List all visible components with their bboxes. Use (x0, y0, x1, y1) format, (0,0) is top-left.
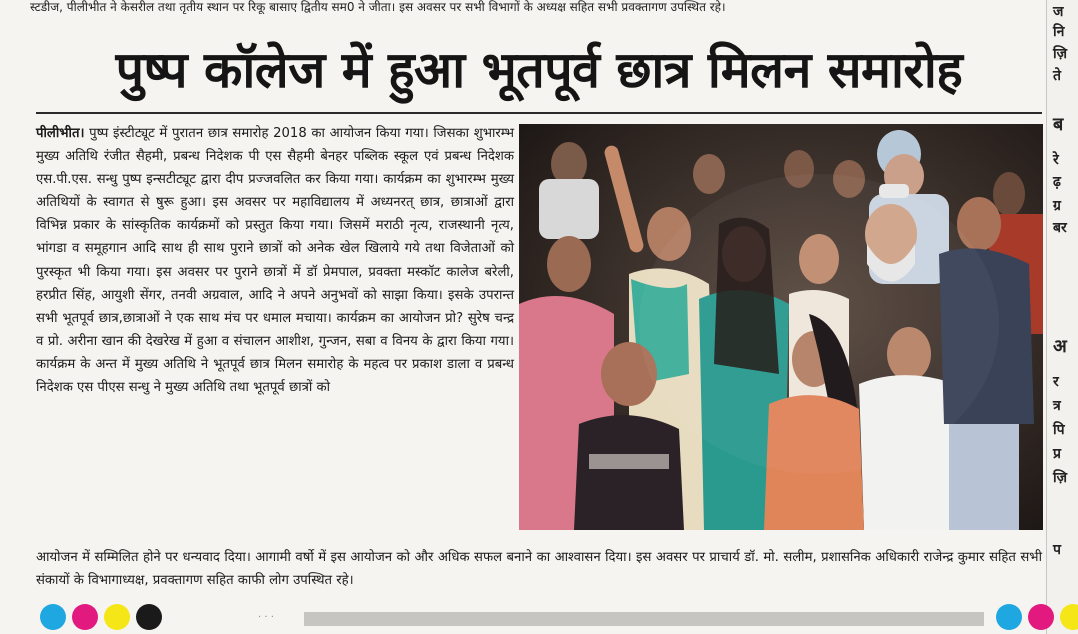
adjacent-text: प (1053, 542, 1061, 558)
crowd-photo-illustration (519, 124, 1043, 530)
adjacent-column (1046, 0, 1078, 634)
article-body (36, 122, 514, 399)
dateline: पीलीभीत। (36, 126, 85, 141)
adjacent-text: र (1053, 374, 1059, 390)
adjacent-text: त्र (1053, 398, 1061, 414)
adjacent-text: ज़ि (1053, 46, 1068, 62)
article-body-continued: आयोजन में सम्मिलित होने पर धन्यवाद दिया। आगामी वर्षो में इस आयोजन को और अधिक सफल बनाने का आश्वासन दिया। इस अवसर पर प्राचार्य डॉ. मो. सलीम, प्रशासनिक अधिकारी राजेन्द्र कुमार सहित सभी संकायों के विभागाध्यक्ष, प्रवक्तागण सहित काफी लोग उपस्थित रहे। (36, 550, 1042, 588)
registration-marks-right (996, 600, 1078, 634)
adjacent-text: ते (1053, 68, 1061, 84)
cyan-registration-dot (996, 604, 1022, 630)
adjacent-text: बर (1053, 220, 1067, 236)
headline-rule (36, 112, 1042, 114)
adjacent-text: अ (1053, 336, 1067, 357)
grey-color-bar (304, 612, 984, 626)
black-registration-dot (136, 604, 162, 630)
adjacent-text: ब (1053, 114, 1064, 135)
adjacent-text: ज़ि (1053, 470, 1068, 486)
yellow-registration-dot (1060, 604, 1078, 630)
adjacent-text: ढ़ (1053, 174, 1061, 190)
article-body-text: पुष्प इंस्टीट्यूट में पुरातन छात्र समारोह 2018 का आयोजन किया गया। जिसका शुभारम्भ मुख्य अतिथि रंजीत सैहमी, प्रबन्ध निदेशक पी एस सैहमी बेनहर पब्लिक स्कूल एवं प्रबन्ध निदेशक एस.पी.एस. सन्धु पुष्प इन्सटीट्यूट द्वारा दीप प्रज्जवलित कर किया गया। कार्यक्रम का शुभारम्भ मुख्य अतिथियों के स्वागत से षुरू हुआ। इस अवसर पर महाविद्यालय में अध्यनरत् छात्र, छात्राओं द्वारा विभिन्न प्रकार के सांस्कृतिक कार्यक्रमों को प्रस्तुत किया गया। जिसमें मराठी नृत्य, राजस्थानी नृत्य, भांगडा व समूहगान आदि साथ ही साथ पुराने छात्रों को अनेक खेल खिलाये गये तथा विजेताओं को पुरस्कृत भी किया गया। इस अवसर पर पुराने छात्रों में डॉ प्रेमपाल, प्रवक्ता मस्कॉट कालेज बरेली, हरप्रीत सिंह, आयुशी सेंगर, तनवी अग्रवाल, आदि ने अपने अनुभवों को साझा किया। इसके उपरान्त सभी भूतपूर्व छात्र,छात्राओं ने एक साथ मंच पर धमाल मचाया। कार्यक्रम का आयोजन प्रो? सुरेष चन्द्र व प्रो. अरीना खान की देखरेख में हुआ व संचालन आशीश, गुन्जन, सबा व विनय के द्वारा किया गया। कार्यक्रम के अन्त में मुख्य अतिथि ने भूतपूर्व छात्र मिलन समारोह के महत्व पर प्रकाश डाला व प्रबन्ध निदेशक एस पीएस सन्धु ने मुख्य अतिथि तथा भूतपूर्व छात्रों को (36, 126, 514, 396)
adjacent-text: रे (1053, 152, 1059, 168)
magenta-registration-dot (72, 604, 98, 630)
cyan-registration-dot (40, 604, 66, 630)
event-photo (519, 124, 1043, 530)
adjacent-text: प्र (1053, 446, 1061, 462)
registration-marks-left (40, 600, 162, 634)
adjacent-text: पि (1053, 422, 1065, 438)
article-headline: पुष्प कॉलेज में हुआ भूतपूर्व छात्र मिलन समारोह (115, 41, 963, 99)
previous-article-text: स्टडीज, पीलीभीत ने केसरील तथा तृतीय स्थान पर रिकू बासाए द्वितीय सम0 ने जीता। इस अवसर पर सभी विभागों के अध्यक्ष सहित सभी प्रवक्तागण उपस्थित रहे। (30, 0, 726, 14)
magenta-registration-dot (1028, 604, 1054, 630)
adjacent-text: ग्र (1053, 198, 1061, 214)
adjacent-text: नि (1053, 24, 1065, 40)
yellow-registration-dot (104, 604, 130, 630)
adjacent-text: ज (1053, 4, 1064, 20)
crop-ticks: · · · (258, 612, 274, 623)
